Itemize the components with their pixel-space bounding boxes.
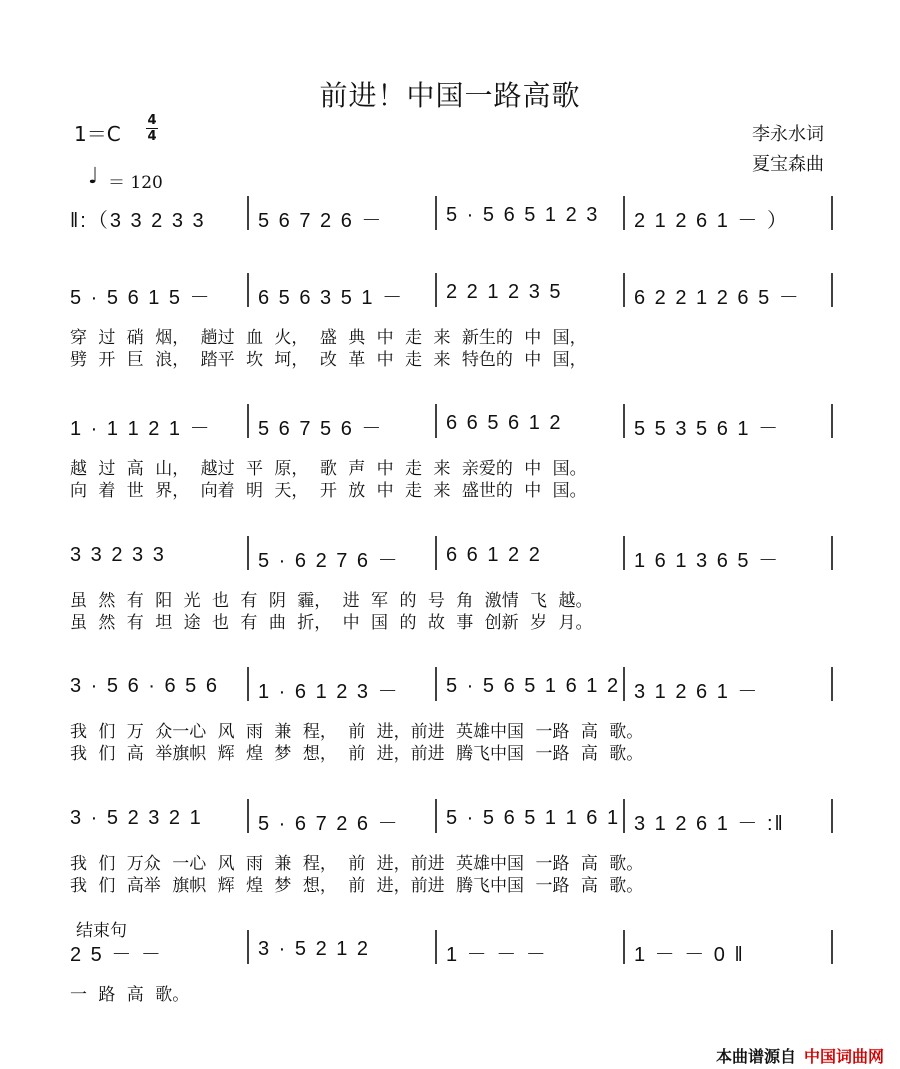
time-sig-top: 4 [147,113,157,128]
tempo-value: ＝ 120 [108,173,163,193]
measure: 1 － － 0 ‖ [634,944,745,966]
measure: 5 6 7 5 6 － [258,418,384,440]
measure: 5 · 6 7 2 6 － [258,813,400,835]
measure: 6 6 1 2 2 [446,544,542,566]
measure: 1 6 1 3 6 5 － [634,550,781,572]
measure: ‖:（3 3 2 3 3 [70,210,206,232]
measure: 1 · 6 1 2 3 － [258,681,400,703]
measure: 3 3 2 3 3 [70,544,166,566]
lyric-line: 一 路 高 歌。 [70,985,190,1005]
lyric-line: 越 过 高 山， 越过 平 原， 歌 声 中 走 来 亲爱的 中 国。 [70,459,587,479]
lyric-line: 我 们 万众 一心 风 雨 兼 程， 前 进，前进 英雄中国 一路 高 歌。 [70,854,644,874]
coda-label: 结束句 [76,921,127,941]
source-footer [716,1044,884,1067]
time-sig-bottom: 4 [147,129,157,144]
measure: 1 · 1 1 2 1 － [70,418,212,440]
measure: 5 · 5 6 5 1 2 3 [446,204,600,226]
measure: 5 · 5 6 1 5 － [70,287,212,309]
source-label: 本曲谱源自 [715,1047,796,1066]
measure: 5 · 6 2 7 6 － [258,550,400,572]
lyric-line: 穿 过 硝 烟， 趟过 血 火， 盛 典 中 走 来 新生的 中 国， [70,328,587,348]
measure: 2 2 1 2 3 5 [446,281,563,303]
measure: 3 · 5 2 3 2 1 [70,807,203,829]
measure: 3 1 2 6 1 － [634,681,760,703]
measure: 5 · 5 6 5 1 1 6 1 [446,807,621,829]
lyric-line: 虽 然 有 阳 光 也 有 阴 霾， 进 军 的 号 角 激情 飞 越。 [70,591,593,611]
key-signature: 1＝C [74,122,121,146]
measure: 6 6 5 6 1 2 [446,412,563,434]
measure: 3 · 5 6 · 6 5 6 [70,675,219,697]
lyric-line: 向 着 世 界， 向着 明 天， 开 放 中 走 来 盛世的 中 国。 [70,481,587,501]
measure: 2 1 2 6 1 － ） [634,210,789,232]
measure: 5 6 7 2 6 － [258,210,384,232]
measure: 3 1 2 6 1 － :‖ [634,813,785,835]
lyric-line: 我 们 万 众一心 风 雨 兼 程， 前 进，前进 英雄中国 一路 高 歌。 [70,722,644,742]
source-site[interactable]: 中国词曲网 [803,1047,884,1066]
composer-credit: 夏宝森曲 [752,154,824,175]
lyric-line: 我 们 高举 旗帜 辉 煌 梦 想， 前 进，前进 腾飞中国 一路 高 歌。 [70,876,644,896]
quarter-note-icon: ♩ [88,164,99,189]
measure: 5 · 5 6 5 1 6 1 2 [446,675,621,697]
measure: 6 2 2 1 2 6 5 － [634,287,801,309]
measure: 2 5 － － [70,944,163,966]
measure: 3 · 5 2 1 2 [258,938,371,960]
lyric-line: 虽 然 有 坦 途 也 有 曲 折， 中 国 的 故 事 创新 岁 月。 [70,613,593,633]
lyric-line: 我 们 高 举旗帜 辉 煌 梦 想， 前 进，前进 腾飞中国 一路 高 歌。 [70,744,644,764]
lyric-line: 劈 开 巨 浪， 踏平 坎 坷， 改 革 中 走 来 特色的 中 国， [70,350,587,370]
measure: 5 5 3 5 6 1 － [634,418,781,440]
measure: 6 5 6 3 5 1 － [258,287,405,309]
song-title: 前进！中国一路高歌 [319,79,581,112]
lyricist-credit: 李永水词 [752,124,824,145]
measure: 1 － － － [446,944,548,966]
